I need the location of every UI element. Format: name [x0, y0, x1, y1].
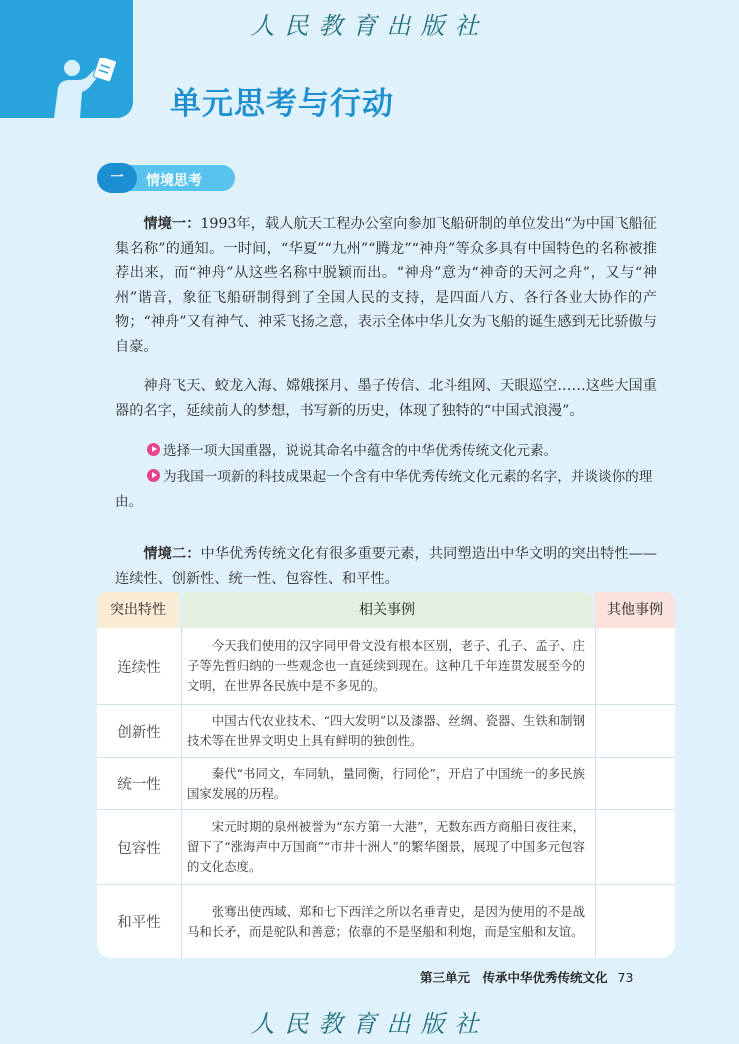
section-label: 情境思考 — [146, 173, 202, 189]
other-example-cell — [595, 885, 676, 958]
scenario2-label: 情境二： — [143, 546, 201, 562]
play-bullet-icon — [147, 469, 160, 482]
reader-icon — [50, 58, 118, 118]
page-title: 单元思考与行动 — [170, 86, 394, 122]
page-number: 73 — [617, 970, 634, 985]
example-cell: 今天我们使用的汉字同甲骨文没有根本区别，老子、孔子、孟子、庄子等先哲归纳的一些观念也一直延续到现在。这种几千年连贯发展至今的文明，在世界各民族中是不多见的。 — [187, 638, 585, 693]
table-row — [97, 885, 675, 958]
other-example-cell — [595, 810, 676, 884]
task-text-1: 选择一项大国重器，说说其命名中蕴含的中华优秀传统文化元素。 — [163, 443, 558, 459]
example-cell: 秦代“书同文，车同轨，量同衡，行同伦”，开启了中国统一的多民族国家发展的历程。 — [187, 765, 585, 801]
table-row — [97, 705, 675, 758]
scenario1-text: 1993年，载人航天工程办公室向参加飞船研制的单位发出“为中国飞船征集名称”的通知。一时间，“华夏”“九州”“腾龙”“神舟”等众多具有中国特色的名称被推荐出来，而“神舟”从这些名称中脱颖而出。“神舟”意为“神奇的天河之舟”，又与“神州”谐音，象征飞船研制得到了全国人民的支持，是四面八方、各行各业大协作的产物；“神舟”又有神气、神采飞扬之意，表示全体中华儿女为飞船的诞生感到无比骄傲与自豪。 — [115, 216, 657, 355]
publisher-logo-bottom: 人民教育出版社 — [250, 1010, 489, 1038]
footer-unit-title: 第三单元 传承中华优秀传统文化 — [420, 970, 608, 985]
table-row — [97, 810, 675, 885]
publisher-logo-top: 人民教育出版社 — [250, 12, 489, 40]
example-cell: 中国古代农业技术、“四大发明”以及漆器、丝绸、瓷器、生铁和制钢技术等在世界文明史上具有鲜明的独创性。 — [187, 713, 585, 748]
other-example-cell — [595, 758, 676, 809]
other-example-cell — [595, 705, 676, 757]
table-row — [97, 758, 675, 810]
example-cell: 张骞出使西域、郑和七下西洋之所以名垂青史，是因为使用的不是战马和长矛，而是驼队和善意；依靠的不是坚船和利炮，而是宝船和友谊。 — [187, 903, 585, 939]
trait-cell: 连续性 — [97, 628, 182, 704]
trait-cell: 和平性 — [97, 885, 182, 958]
other-example-cell — [595, 628, 676, 704]
task-item-2 — [115, 465, 660, 515]
page-footer — [420, 968, 633, 986]
table-header-trait: 突出特性 — [97, 592, 179, 628]
scenario1-paragraph-2: 神舟飞天、蛟龙入海、嫦娥探月、墨子传信、北斗组网、天眼巡空……这些大国重器的名字，延续前人的梦想，书写新的历史，体现了独特的“中国式浪漫”。 — [115, 378, 657, 419]
trait-cell: 包容性 — [97, 810, 182, 884]
table-row — [97, 628, 675, 705]
table-header-other: 其他事例 — [595, 592, 675, 628]
table-body — [97, 628, 675, 958]
task-text-2: 为我国一项新的科技成果起一个含有中华优秀传统文化元素的名字，并谈谈你的理由。 — [115, 469, 653, 510]
trait-cell: 统一性 — [97, 758, 182, 809]
section-number: 一 — [97, 163, 137, 193]
example-cell: 宋元时期的泉州被誉为“东方第一大港”，无数东西方商船日夜往来，留下了“涨海声中万国商”“市井十洲人”的繁华图景，展现了中国多元包容的文化态度。 — [187, 819, 585, 874]
scenario2-text: 中华优秀传统文化有很多重要元素，共同塑造出中华文明的突出特性——连续性、创新性、统一性、包容性、和平性。 — [115, 546, 657, 587]
scenario1-label: 情境一： — [143, 216, 201, 232]
task-item-1 — [115, 439, 660, 464]
play-bullet-icon — [147, 443, 160, 456]
scenario2-paragraph — [115, 542, 657, 591]
scenario1-paragraph — [115, 212, 657, 359]
table-header-example: 相关事例 — [181, 592, 593, 628]
trait-cell: 创新性 — [97, 705, 182, 757]
